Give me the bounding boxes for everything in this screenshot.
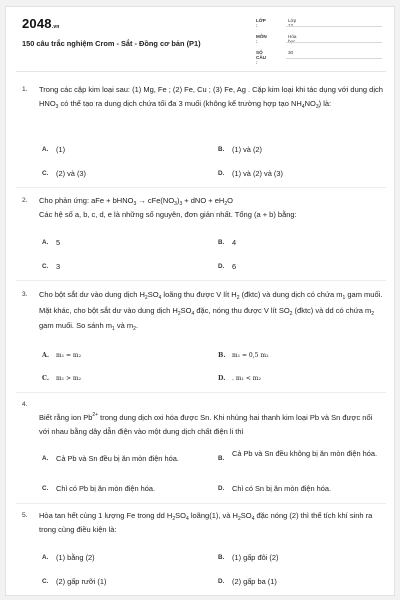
question-number: 5.	[22, 512, 28, 519]
header-divider	[16, 71, 386, 72]
question-number: 2.	[22, 197, 28, 204]
meta-class-value: Lớp 12	[288, 18, 297, 28]
question-stem: Trong các cặp kim loại sau: (1) Mg, Fe ; (2) Fe, Cu ; (3) Fe, Ag . Cặp kim loại khi tác dụng với dung dịch $HNO_3$ có thể tạo ra dung dịch chứa tối đa 3 muối (không kể trường hợp tạo $NH_4NO_3$) là:	[39, 85, 383, 110]
question-number: 4.	[22, 401, 28, 408]
question-number: 3.	[22, 291, 28, 298]
question-divider	[16, 392, 386, 393]
question-divider	[16, 187, 386, 188]
document-header	[6, 7, 396, 69]
document-title: 150 câu trắc nghiệm Crom - Sắt - Đồng cơ bản (P1)	[22, 39, 201, 48]
question-stem: Biết rằng ion $Pb^{2+}$ trong dung dịch oxi hóa được Sn. Khi nhúng hai thanh kim loại Pb và Sn được nối với nhau bằng dây dẫn điện vào một dung dịch chất điện li thì	[39, 412, 373, 436]
meta-class-label: LỚP :	[256, 18, 266, 28]
meta-subject-label: MÔN :	[256, 34, 267, 44]
meta-count-label: SỐ CÂU :	[256, 50, 266, 65]
site-logo[interactable]: 2048.vn	[22, 16, 60, 31]
question-number: 1.	[22, 86, 28, 93]
question-stem: Cho phản ứng: aFe + bHNO$_3$ → $cFe(NO_3)_3$ + dNO + $eH_2O$ Các hệ số a, b, c, d, e là những số nguyên, đơn giản nhất. Tổng (a + b) bằng:	[39, 196, 297, 219]
meta-subject-value: Hóa học	[288, 34, 297, 44]
question-divider	[16, 503, 386, 504]
question-divider	[16, 280, 386, 281]
meta-count-value: 30	[288, 50, 294, 55]
document-page: 2048.vn 150 câu trắc nghiệm Crom - Sắt - Đồng cơ bản (P1) LỚP : Lớp 12 MÔN : Hóa học SỐ CÂU : 30 1. Trong các cặp kim loại sau: (1) Mg, Fe ; (2) Fe, Cu ; (3) Fe, Ag . Cặp kim loại khi tác dụng với dung dịch $HNO_3$ có thể tạo ra dung dịch chứa tối đa 3 muối (không kể trường hợp tạo $NH_4NO_3$) là: A. (1) B. (1) và (2) C. (2) và (3) D. (1) và (2) và (3) 2. Cho phản ứng: aFe + bHNO$_3$ → $cFe(NO_3)_3$ + dNO + $eH_2O$ Các hệ số a, b, c, d, e là những số nguyên, đơn giản nhất. Tổng (a + b) bằng: A. 5 B. 4 C. 3 D. 6 3. Cho bột sắt dư vào dung dịch $H_2SO_4$ loãng thu được V lít $H_2$ (đktc) và dung dịch có chứa $m_1$ gam muối. Mặt khác, cho bột sắt dư vào dung dịch $H_2SO_4$ đặc, nóng thu được V lít $SO_2$ (đktc) và dd có chứa $m_2$ gam muối. So sánh $m_1$ và $m_2$. A. m₁ = m₂ B. m₁ = 0,5 m₂ C. m₁ > m₂ D. . m₁ < m₂ 4. Biết rằng ion $Pb^{2+}$ trong dung dịch oxi hóa được Sn. Khi nhúng hai thanh kim loại Pb và Sn được nối với nhau bằng dây dẫn điện vào một dung dịch chất điện li thì A. Cả Pb và Sn đều bị ăn mòn điện hóa. B. Cả Pb và Sn đều không bị ăn mòn điện hóa. C. Chỉ có Pb bị ăn mòn điện hóa. D. Chỉ có Sn bị ăn mòn điện hóa. 5. Hòa tan hết cùng 1 lượng Fe trong dd $H_2SO_4$ loãng(1), và $H_2SO_4$ đặc nóng (2) thì thể tích khí sinh ra trong cùng điều kiện là: A. (1) bằng (2) B. (1) gấp đôi (2) C. (2) gấp rưỡi (1) D. (2) gấp ba (1)	[5, 6, 395, 596]
question-stem: Hòa tan hết cùng 1 lượng Fe trong dd $H_2SO_4$ loãng(1), và $H_2SO_4$ đặc nóng (2) thì thể tích khí sinh ra trong cùng điều kiện là:	[39, 511, 373, 534]
question-stem: Cho bột sắt dư vào dung dịch $H_2SO_4$ loãng thu được V lít $H_2$ (đktc) và dung dịch có chứa $m_1$ gam muối. Mặt khác, cho bột sắt dư vào dung dịch $H_2SO_4$ đặc, nóng thu được V lít $SO_2$ (đktc) và dd có chứa $m_2$ gam muối. So sánh $m_1$ và $m_2$.	[39, 290, 383, 332]
